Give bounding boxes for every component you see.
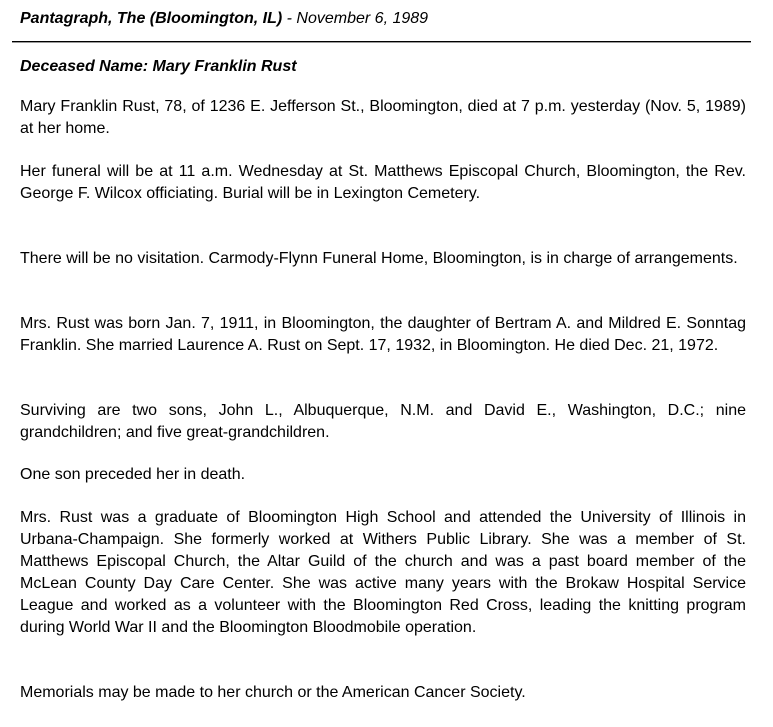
obituary-paragraph-3: There will be no visitation. Carmody-Flynn Funeral Home, Bloomington, is in charge of arrangements.: [20, 250, 738, 267]
obituary-paragraph-4: Mrs. Rust was born Jan. 7, 1911, in Bloomington, the daughter of Bertram A. and Mildred E. Sonntag Franklin. She married Laurence A. Rust on Sept. 17, 1932, in Bloomington. He died Dec. 21, 1972.: [20, 315, 746, 354]
obituary-paragraph-8: Memorials may be made to her church or the American Cancer Society.: [20, 684, 526, 701]
publication-header: [20, 9, 428, 29]
obituary-paragraph-2: Her funeral will be at 11 a.m. Wednesday at St. Matthews Episcopal Church, Bloomington, the Rev. George F. Wilcox officiating. Burial will be in Lexington Cemetery.: [20, 163, 746, 202]
obituary-paragraph-6: One son preceded her in death.: [20, 466, 246, 483]
publication-name: Pantagraph, The (Bloomington, IL): [20, 10, 283, 27]
header-separator: -: [282, 10, 297, 27]
obituary-paragraph-5: Surviving are two sons, John L., Albuquerque, N.M. and David E., Washington, D.C.; nine grandchildren; and five great-grandchildren.: [20, 402, 746, 441]
obituary-paragraph-7: Mrs. Rust was a graduate of Bloomington High School and attended the University of Illinois in Urbana-Champaign. She formerly worked at Withers Public Library. She was a member of St. Matthews Episcopal Church, the Altar Guild of the church and was a past board member of the McLean County Day Care Center. She was active many years with the Brokaw Hospital Service League and worked as a volunteer with the Bloomington Red Cross, leading the knitting program during World War II and the Bloomington Bloodmobile operation.: [20, 509, 746, 636]
obituary-paragraph-1: Mary Franklin Rust, 78, of 1236 E. Jefferson St., Bloomington, died at 7 p.m. yesterday (Nov. 5, 1989) at her home.: [20, 98, 746, 137]
deceased-name-heading: Deceased Name: Mary Franklin Rust: [20, 58, 297, 75]
publication-date: November 6, 1989: [296, 10, 429, 27]
header-divider: [12, 41, 751, 43]
